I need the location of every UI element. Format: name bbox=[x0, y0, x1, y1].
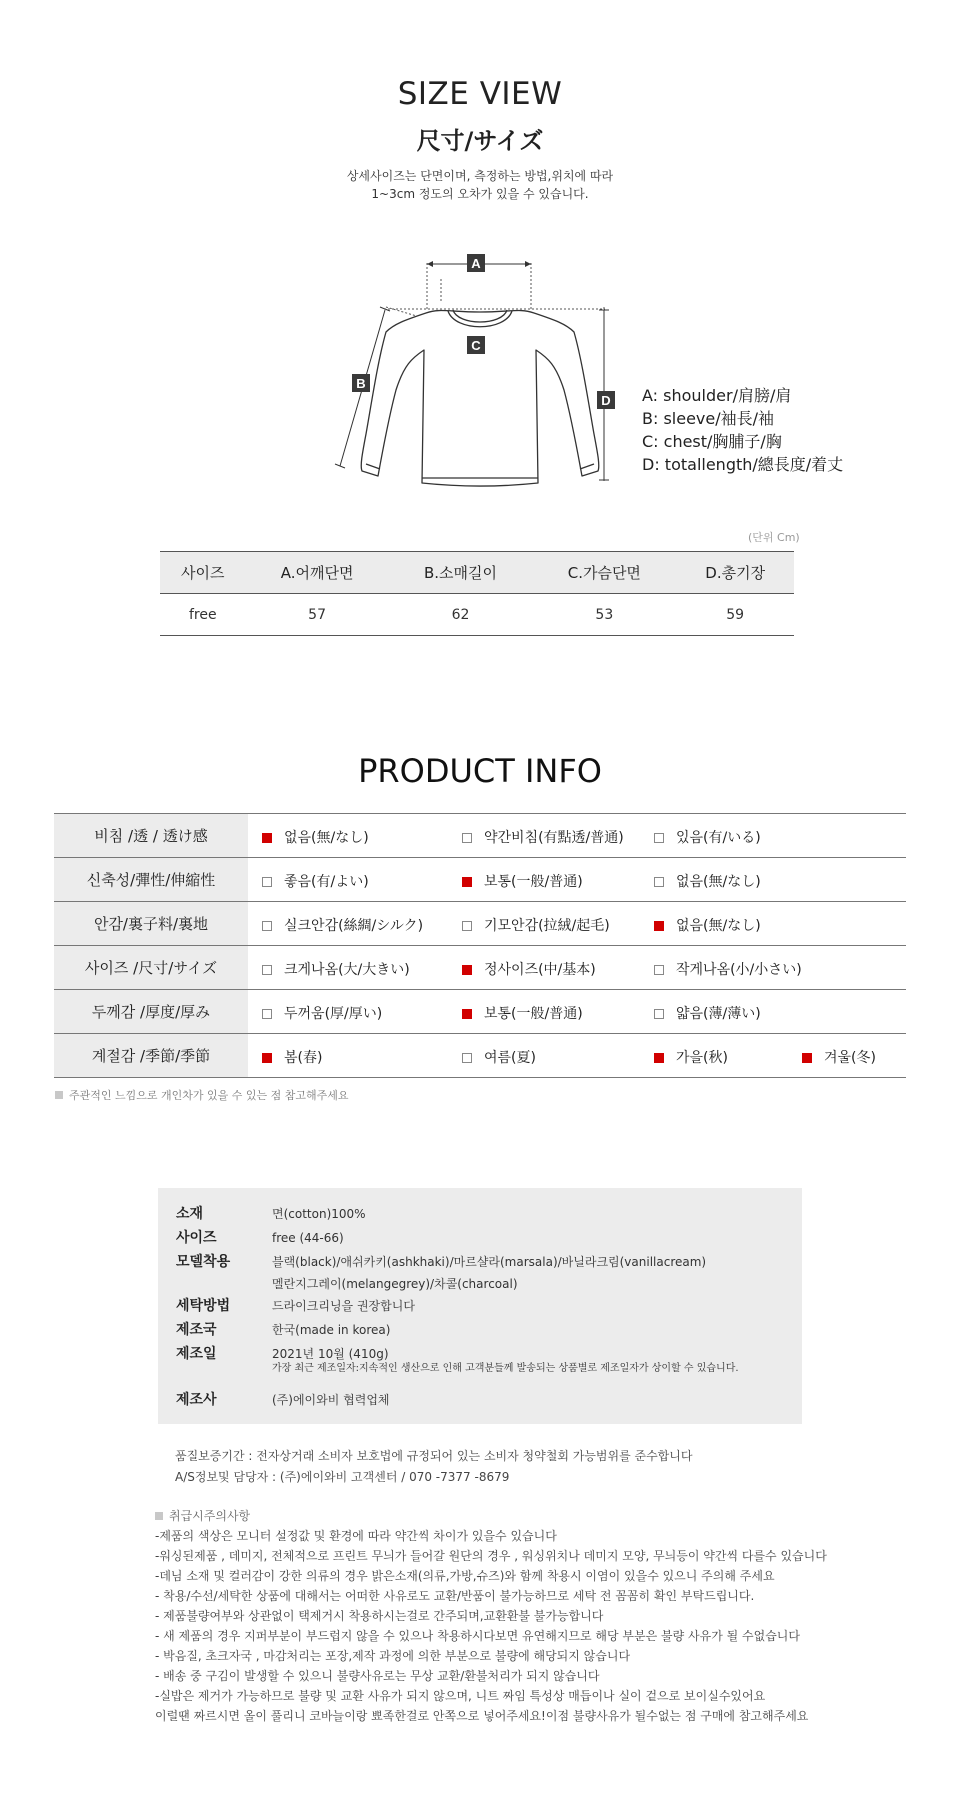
spec-size: 사이즈 free (44-66) bbox=[176, 1230, 344, 1246]
option-label: 여름(夏) bbox=[484, 1050, 536, 1066]
spec-model: 모델착용 블랙(black)/애쉬카키(ashkhaki)/마르샬라(marsala)/바닐라크림(vanillacream) bbox=[176, 1254, 707, 1270]
unchecked-box-icon bbox=[654, 965, 664, 975]
row-label: 비침 /透 / 透け感 bbox=[54, 814, 248, 858]
spec-date: 제조일 2021년 10월 (410g) 가장 최근 제조일자:지속적인 생산으로 인해 고객분들께 발송되는 상품별로 제조일자가 상이할 수 있습니다. bbox=[176, 1346, 739, 1374]
table-row bbox=[160, 594, 794, 636]
svg-text:D: D bbox=[601, 393, 611, 408]
marker-c bbox=[467, 336, 485, 354]
warranty-info bbox=[175, 1446, 692, 1488]
caution-line: - 새 제품의 경우 지퍼부분이 부드럽지 않을 수 있으나 착용하시다보면 유연해지므로 해당 부분은 불량 사유가 될 수없습니다 bbox=[155, 1629, 800, 1643]
checked-box-icon bbox=[802, 1053, 812, 1063]
unchecked-box-icon bbox=[462, 921, 472, 931]
cell-sleeve: 62 bbox=[389, 594, 533, 636]
option-item bbox=[654, 959, 802, 979]
option-label: 없음(無/なし) bbox=[676, 874, 761, 890]
checked-box-icon bbox=[262, 1053, 272, 1063]
option-label: 크게나옴(大/大きい) bbox=[284, 962, 410, 978]
option-label: 겨울(冬) bbox=[824, 1050, 876, 1066]
legend-a: A: shoulder/肩膀/肩 bbox=[642, 386, 792, 405]
caution-line: - 배송 중 구김이 발생할 수 있으니 불량사유로는 무상 교환/환불처리가 되지 않습니다 bbox=[155, 1669, 600, 1683]
option-item bbox=[462, 915, 610, 935]
spec-box bbox=[158, 1188, 802, 1424]
caution-line: -제품의 색상은 모니터 설정값 및 환경에 따라 약간씩 차이가 있을수 있습니다 bbox=[155, 1529, 557, 1543]
option-label: 없음(無/なし) bbox=[284, 830, 369, 846]
caution-heading: 취급시주의사항 bbox=[155, 1506, 827, 1526]
option-label: 기모안감(拉絨/起毛) bbox=[484, 918, 610, 934]
unchecked-box-icon bbox=[462, 1053, 472, 1063]
spec-origin: 제조국 한국(made in korea) bbox=[176, 1322, 391, 1338]
measure-legend bbox=[642, 384, 843, 476]
product-info-footnote bbox=[55, 1087, 349, 1103]
option-label: 보통(一般/普通) bbox=[484, 874, 583, 890]
option-label: 좋음(有/よい) bbox=[284, 874, 369, 890]
table-row bbox=[54, 946, 906, 990]
unchecked-box-icon bbox=[262, 965, 272, 975]
caution-line: 이럴땐 짜르시면 올이 풀리니 코바늘이랑 뾰족한걸로 안쪽으로 넣어주세요!이점 불량사유가 될수없는 점 구매에 참고해주세요 bbox=[155, 1709, 809, 1723]
size-note bbox=[0, 167, 960, 203]
legend-b: B: sleeve/袖長/袖 bbox=[642, 409, 775, 428]
caution-line: -실밥은 제거가 가능하므로 불량 및 교환 사유가 되지 않으며, 니트 짜임 특성상 매듭이나 실이 겉으로 보이실수있어요 bbox=[155, 1689, 766, 1703]
unchecked-box-icon bbox=[262, 1009, 272, 1019]
spec-wash: 세탁방법 드라이크리닝을 권장합니다 bbox=[176, 1298, 415, 1314]
legend-d: D: totallength/總長度/着丈 bbox=[642, 455, 844, 474]
option-item bbox=[654, 915, 761, 935]
marker-b bbox=[352, 374, 370, 392]
svg-text:B: B bbox=[356, 376, 366, 391]
size-table bbox=[160, 551, 794, 636]
size-view-title: SIZE VIEW bbox=[397, 76, 563, 112]
caution-notes bbox=[155, 1506, 827, 1726]
unchecked-box-icon bbox=[262, 877, 272, 887]
option-label: 있음(有/いる) bbox=[676, 830, 761, 846]
table-row bbox=[54, 1034, 906, 1078]
option-label: 얇음(薄/薄い) bbox=[676, 1006, 761, 1022]
option-label: 두꺼움(厚/厚い) bbox=[284, 1006, 383, 1022]
option-item bbox=[462, 827, 624, 847]
row-label: 신축성/彈性/伸縮性 bbox=[54, 858, 248, 902]
cell-shoulder: 57 bbox=[246, 594, 389, 636]
row-options bbox=[248, 814, 906, 858]
option-label: 실크안감(絲綢/シルク) bbox=[284, 918, 424, 934]
col-size: 사이즈 bbox=[160, 552, 246, 594]
option-item bbox=[654, 871, 761, 891]
warranty-line1: 품질보증기간 : 전자상거래 소비자 보호법에 규정되어 있는 소비자 청약철회 가능범위를 준수합니다 bbox=[175, 1449, 693, 1463]
table-row bbox=[54, 902, 906, 946]
size-view-subtitle: 尺寸/サイズ bbox=[416, 127, 544, 155]
row-label: 안감/裏子料/裏地 bbox=[54, 902, 248, 946]
spec-date-note: 가장 최근 제조일자:지속적인 생산으로 인해 고객분들께 발송되는 상품별로 제조일자가 상이할 수 있습니다. bbox=[272, 1363, 739, 1374]
marker-d bbox=[597, 391, 615, 409]
option-item bbox=[262, 827, 369, 847]
table-row bbox=[54, 814, 906, 858]
caution-line: - 제품불량여부와 상관없이 택제거시 착용하시는걸로 간주되며,교환환불 불가능합니다 bbox=[155, 1609, 604, 1623]
size-note-line1: 상세사이즈는 단면이며, 측정하는 방법,위치에 따라 bbox=[346, 169, 614, 183]
checked-box-icon bbox=[462, 1009, 472, 1019]
row-options bbox=[248, 858, 906, 902]
option-item bbox=[262, 1003, 382, 1023]
checked-box-icon bbox=[462, 877, 472, 887]
cell-chest: 53 bbox=[532, 594, 676, 636]
option-item bbox=[654, 1047, 728, 1067]
checked-box-icon bbox=[262, 833, 272, 843]
svg-text:C: C bbox=[471, 338, 481, 353]
col-sleeve: B.소매길이 bbox=[389, 552, 533, 594]
bullet-square-icon bbox=[155, 1512, 163, 1520]
product-info-table bbox=[54, 813, 906, 1078]
option-item bbox=[262, 1047, 322, 1067]
option-item bbox=[802, 1047, 876, 1067]
spec-maker: 제조사 (주)에이와비 협력업체 bbox=[176, 1392, 390, 1408]
option-label: 약간비침(有點透/普通) bbox=[484, 830, 624, 846]
option-label: 없음(無/なし) bbox=[676, 918, 761, 934]
unchecked-box-icon bbox=[262, 921, 272, 931]
svg-text:A: A bbox=[471, 256, 481, 271]
row-options bbox=[248, 902, 906, 946]
row-label: 사이즈 /尺寸/サイズ bbox=[54, 946, 248, 990]
option-item bbox=[462, 871, 583, 891]
col-length: D.총기장 bbox=[676, 552, 794, 594]
col-chest: C.가슴단면 bbox=[532, 552, 676, 594]
caution-line: -데님 소재 및 컬러감이 강한 의류의 경우 밝은소재(의류,가방,슈즈)와 함께 착용시 이염이 있을수 있으니 주의해 주세요 bbox=[155, 1569, 775, 1583]
table-row bbox=[54, 858, 906, 902]
option-label: 보통(一般/普通) bbox=[484, 1006, 583, 1022]
option-label: 봄(春) bbox=[284, 1050, 323, 1066]
option-item bbox=[262, 915, 423, 935]
spec-material: 소재 면(cotton)100% bbox=[176, 1206, 366, 1222]
option-label: 가을(秋) bbox=[676, 1050, 728, 1066]
option-item bbox=[462, 1003, 583, 1023]
checked-box-icon bbox=[654, 921, 664, 931]
option-item bbox=[462, 959, 596, 979]
caution-line: - 착용/수선/세탁한 상품에 대해서는 어떠한 사유로도 교환/반품이 불가능하므로 세탁 전 꼼꼼히 확인 부탁드립니다. bbox=[155, 1589, 755, 1603]
caution-line: -워싱된제품 , 데미지, 전체적으로 프린트 무늬가 들어갈 원단의 경우 , 워싱위치나 데미지 모양, 무늬등이 약간씩 다를수 있습니다 bbox=[155, 1549, 827, 1563]
unchecked-box-icon bbox=[654, 1009, 664, 1019]
option-item bbox=[262, 959, 410, 979]
option-item bbox=[654, 827, 761, 847]
cell-length: 59 bbox=[676, 594, 794, 636]
unit-label: (단위 Cm) bbox=[748, 531, 800, 544]
option-item bbox=[654, 1003, 761, 1023]
unchecked-box-icon bbox=[654, 833, 664, 843]
unchecked-box-icon bbox=[654, 877, 664, 887]
col-shoulder: A.어깨단면 bbox=[246, 552, 389, 594]
option-item bbox=[462, 1047, 536, 1067]
product-info-title: PRODUCT INFO bbox=[358, 752, 602, 790]
row-options bbox=[248, 990, 906, 1034]
unchecked-box-icon bbox=[462, 833, 472, 843]
row-options bbox=[248, 946, 906, 990]
size-table-header bbox=[160, 552, 794, 594]
cell-size: free bbox=[160, 594, 246, 636]
spec-model-cont: 멜란지그레이(melangegrey)/차콜(charcoal) bbox=[272, 1277, 518, 1291]
row-label: 계절감 /季節/季節 bbox=[54, 1034, 248, 1078]
checked-box-icon bbox=[654, 1053, 664, 1063]
size-note-line2: 1~3cm 정도의 오차가 있을 수 있습니다. bbox=[371, 187, 589, 201]
row-options bbox=[248, 1034, 906, 1078]
row-label: 두께감 /厚度/厚み bbox=[54, 990, 248, 1034]
option-label: 정사이즈(中/基本) bbox=[484, 962, 596, 978]
checked-box-icon bbox=[462, 965, 472, 975]
warranty-line2: A/S정보및 담당자 : (주)에이와비 고객센터 / 070 -7377 -8679 bbox=[175, 1470, 510, 1484]
caution-line: - 박음질, 초크자국 , 마감처리는 포장,제작 과정에 의한 부분으로 불량에 해당되지 않습니다 bbox=[155, 1649, 631, 1663]
option-label: 작게나옴(小/小さい) bbox=[676, 962, 802, 978]
option-item bbox=[262, 871, 369, 891]
footnote-text: 주관적인 느낌으로 개인차가 있을 수 있는 점 참고해주세요 bbox=[69, 1089, 349, 1102]
marker-a bbox=[467, 254, 485, 272]
legend-c: C: chest/胸脯子/胸 bbox=[642, 432, 782, 451]
bullet-square-icon bbox=[55, 1091, 63, 1099]
table-row bbox=[54, 990, 906, 1034]
spec-date-value: 2021년 10월 (410g) bbox=[272, 1347, 389, 1361]
